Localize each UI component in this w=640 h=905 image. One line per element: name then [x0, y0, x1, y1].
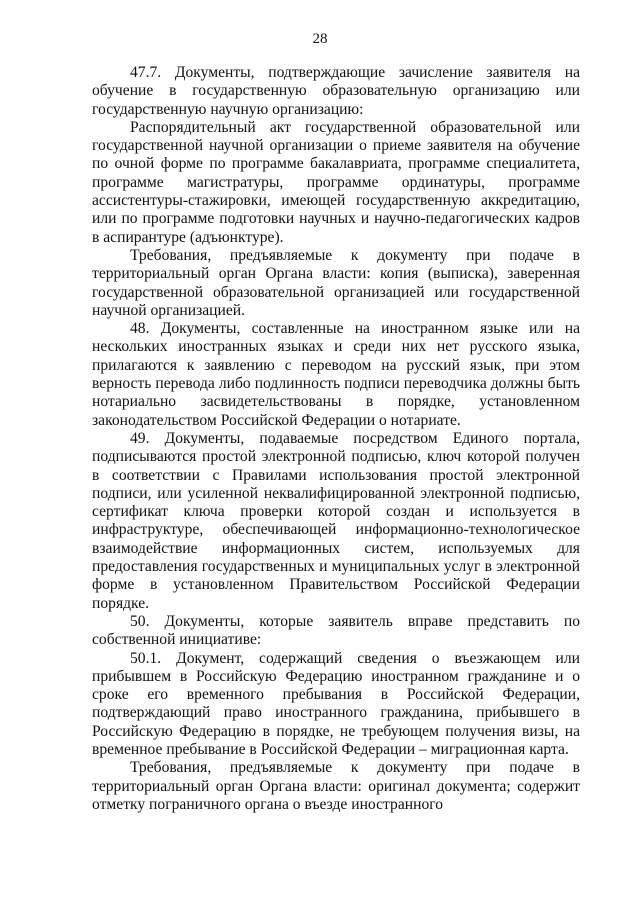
paragraph-50-1: 50.1. Документ, содержащий сведения о въезжающем или прибывшем в Российскую Федерацию иностранном гражданине и о сроке его временного пребывания в Российской Федерации, подтверждающий право иностранного гражданина, прибывшего в Российскую Федерацию в порядке, не требующем получения визы, на временное пребывание в Российской Федерации – миграционная карта.	[92, 649, 580, 758]
paragraph-49: 49. Документы, подаваемые посредством Единого портала, подписываются простой электронной подписью, ключ которой получен в соответствии с Правилами использования простой электронной подписи, или усиленной неквалифицированной электронной подписью, сертификат ключа проверки которой создан и используется в инфраструктуре, обеспечивающей информационно-технологическое взаимодействие информационных систем, используемых для предоставления государственных и муниципальных услуг в электронной форме в установленном Правительством Российской Федерации порядке.	[92, 429, 580, 612]
paragraph-50: 50. Документы, которые заявитель вправе представить по собственной инициативе:	[92, 612, 580, 649]
paragraph-48: 48. Документы, составленные на иностранном языке или на нескольких иностранных языках и среди них нет русского языка, прилагаются к заявлению с переводом на русский язык, при этом верность перевода либо подлинность подписи переводчика должны быть нотариально засвидетельствованы в порядке, установленном законодательством Российской Федерации о нотариате.	[92, 320, 580, 429]
document-body	[92, 64, 580, 814]
paragraph-47-7: 47.7. Документы, подтверждающие зачисление заявителя на обучение в государственную образовательную организацию или государственную научную организацию:	[92, 64, 580, 118]
paragraph-requirements-original: Требования, предъявляемые к документу при подаче в территориальный орган Органа власти: оригинал документа; содержит отметку пограничного органа о въезде иностранного	[92, 759, 580, 813]
paragraph-order-act: Распорядительный акт государственной образовательной или государственной научной организации о приеме заявителя на обучение по очной форме по программе бакалавриата, программе специалитета, программе магистратуры, программе ординатуры, программе ассистентуры-стажировки, имеющей государственную аккредитацию, или по программе подготовки научных и научно-педагогических кадров в аспирантуре (адъюнктуре).	[92, 118, 580, 246]
page-number: 28	[312, 31, 328, 47]
paragraph-requirements-copy: Требования, предъявляемые к документу при подаче в территориальный орган Органа власти: копия (выписка), заверенная государственной образовательной организацией или государственной научной организацией.	[92, 246, 580, 319]
